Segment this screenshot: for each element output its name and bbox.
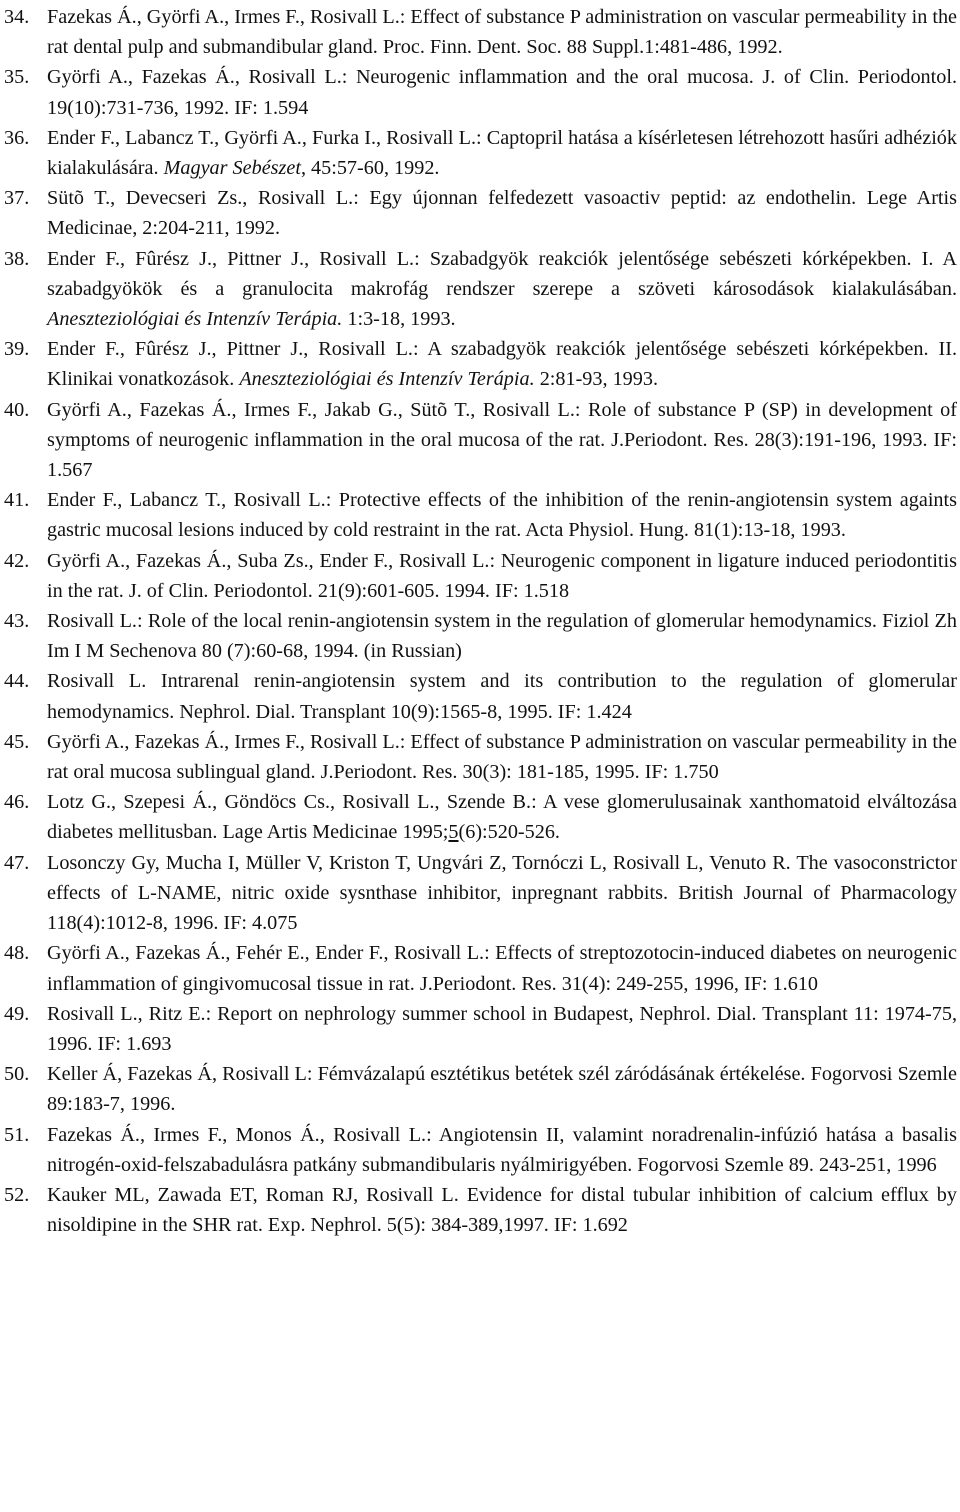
reference-item — [0, 787, 960, 847]
reference-number: 41. — [4, 489, 30, 512]
reference-item — [0, 395, 960, 486]
reference-segment: Györfi A., Fazekas Á., Suba Zs., Ender F., Rosivall L.: Neurogenic component in ligature induced periodontitis in the rat. J. of Clin. Periodontol. 21(9):601-605. 1994. IF: 1.518 — [47, 549, 957, 602]
journal-title: Aneszteziológiai és Intenzív Terápia. — [239, 368, 535, 391]
reference-item — [0, 1059, 960, 1119]
reference-item — [0, 2, 960, 62]
reference-segment: 1:3-18, 1993. — [342, 308, 456, 331]
reference-number: 50. — [4, 1063, 30, 1086]
reference-text — [47, 489, 957, 541]
reference-item — [0, 546, 960, 606]
reference-number: 40. — [4, 398, 30, 421]
reference-text — [47, 942, 957, 994]
reference-number: 48. — [4, 942, 30, 965]
reference-number: 35. — [4, 66, 30, 89]
reference-number: 42. — [4, 549, 30, 572]
reference-segment: 2:81-93, 1993. — [534, 368, 659, 391]
reference-segment: Ender F., Labancz T., Györfi A., Furka I., Rosivall L.: Captopril hatása a kísérletesen létrehozott hasűri adhéziók kialakulására. — [47, 126, 957, 180]
reference-item — [0, 183, 960, 243]
reference-number: 38. — [4, 247, 30, 270]
reference-text — [47, 852, 957, 934]
reference-item — [0, 848, 960, 939]
reference-segment: Györfi A., Fazekas Á., Irmes F., Rosivall L.: Effect of substance P administration on vascular permeability in the rat oral mucosa sublingual gland. J.Periodont. Res. 30(3): 181-185, 1995. IF: 1.750 — [47, 730, 957, 784]
reference-text — [47, 791, 957, 843]
reference-segment: Rosivall L.: Role of the local renin-angiotensin system in the regulation of glomerular hemodynamics. Fiziol Zh Im I M Sechenova 80 (7):60-68, 1994. (in Russian) — [47, 610, 957, 663]
reference-segment: Györfi A., Fazekas Á., Rosivall L.: Neurogenic inflammation and the oral mucosa. J. of Clin. Periodontol. 19(10):731-736, 1992. IF: 1.594 — [47, 66, 957, 119]
reference-text — [47, 399, 957, 481]
reference-number: 45. — [4, 730, 30, 753]
reference-text — [47, 610, 957, 662]
reference-number: 51. — [4, 1123, 30, 1146]
reference-text — [47, 187, 957, 239]
reference-item — [0, 1180, 960, 1240]
reference-segment: Ender F., Fûrész J., Pittner J., Rosivall L.: Szabadgyök reakciók jelentősége sebészeti kórképekben. I. A szabadgyökök és a granulocita makrofág rendszer szerepe a szöveti károsodások kialakulásában. — [47, 247, 957, 300]
reference-text — [47, 1124, 957, 1176]
reference-segment: Losonczy Gy, Mucha I, Müller V, Kriston T, Ungvári Z, Tornóczi L, Rosivall L, Venuto R. The vasoconstrictor effects of L-NAME, nitric oxide sysnthase inhibitor, inpregnant rabbits. British Journal of Pharmacology 118(4):1012-8, 1996. IF: 4.075 — [47, 851, 957, 935]
journal-title: Aneszteziológiai és Intenzív Terápia. — [47, 308, 343, 331]
reference-text — [47, 550, 957, 602]
reference-text — [47, 248, 957, 330]
reference-segment: Kauker ML, Zawada ET, Roman RJ, Rosivall L. Evidence for distal tubular inhibition of calcium efflux by nisoldipine in the SHR rat. Exp. Nephrol. 5(5): 384-389,1997. IF: 1.692 — [47, 1183, 957, 1237]
reference-number: 46. — [4, 791, 30, 814]
journal-title: Magyar Sebészet — [163, 157, 301, 180]
volume-number: 5 — [448, 821, 459, 844]
reference-item — [0, 999, 960, 1059]
reference-number: 36. — [4, 126, 30, 149]
reference-segment: Keller Á, Fazekas Á, Rosivall L: Fémvázalapú esztétikus betétek szél záródásának értékelése. Fogorvosi Szemle 89:183-7, 1996. — [47, 1063, 957, 1116]
reference-text — [47, 66, 957, 118]
reference-text — [47, 670, 957, 722]
reference-number: 43. — [4, 610, 30, 633]
reference-number: 44. — [4, 670, 30, 693]
reference-text — [47, 1003, 957, 1055]
reference-number: 49. — [4, 1002, 30, 1025]
reference-item — [0, 62, 960, 122]
reference-item — [0, 666, 960, 726]
reference-segment: Ender F., Fûrész J., Pittner J., Rosivall L.: A szabadgyök reakciók jelentősége sebészeti kórképekben. II. Klinikai vonatkozások. — [47, 338, 957, 391]
reference-segment: Ender F., Labancz T., Rosivall L.: Protective effects of the inhibition of the renin-angiotensin system againts gastric mucosal lesions induced by cold restraint in the rat. Acta Physiol. Hung. 81(1):13-18, 1993. — [47, 489, 957, 542]
reference-segment: , 45:57-60, 1992. — [300, 157, 440, 180]
reference-segment: Fazekas Á., Györfi A., Irmes F., Rosivall L.: Effect of substance P administration on vascular permeability in the rat dental pulp and submandibular gland. Proc. Finn. Dent. Soc. 88 Suppl.1:481-486, 1992. — [47, 6, 957, 59]
reference-item — [0, 244, 960, 335]
reference-segment: Rosivall L., Ritz E.: Report on nephrology summer school in Budapest, Nephrol. Dial. Transplant 11: 1974-75, 1996. IF: 1.693 — [47, 1002, 957, 1055]
reference-text — [47, 338, 957, 390]
reference-item — [0, 123, 960, 183]
reference-text — [47, 1184, 957, 1236]
reference-item — [0, 606, 960, 666]
reference-segment: Lotz G., Szepesi Á., Göndöcs Cs., Rosivall L., Szende B.: A vese glomerulusainak xanthomatoid elváltozása diabetes mellitusban. Lage Artis Medicinae 1995; — [47, 791, 957, 844]
reference-segment: Györfi A., Fazekas Á., Fehér E., Ender F., Rosivall L.: Effects of streptozotocin-induced diabetes on neurogenic inflammation of gingivomucosal tissue in rat. J.Periodont. Res. 31(4): 249-255, 1996, IF: 1.610 — [47, 942, 957, 995]
reference-number: 47. — [4, 851, 30, 874]
reference-text — [47, 6, 957, 58]
reference-segment: (6):520-526. — [458, 821, 560, 844]
reference-segment: Sütõ T., Devecseri Zs., Rosivall L.: Egy újonnan felfedezett vasoactiv peptid: az endothelin. Lege Artis Medicinae, 2:204-211, 1992. — [47, 187, 957, 240]
reference-segment: Rosivall L. Intrarenal renin-angiotensin system and its contribution to the regulation of glomerular hemodynamics. Nephrol. Dial. Transplant 10(9):1565-8, 1995. IF: 1.424 — [47, 670, 957, 723]
reference-number: 34. — [4, 6, 30, 28]
reference-item — [0, 938, 960, 998]
reference-item — [0, 1120, 960, 1180]
reference-item — [0, 727, 960, 787]
reference-text — [47, 127, 957, 179]
reference-number: 39. — [4, 338, 30, 361]
reference-item — [0, 485, 960, 545]
reference-segment: Fazekas Á., Irmes F., Monos Á., Rosivall L.: Angiotensin II, valamint noradrenalin-infúzió hatása a basalis nitrogén-oxid-felszabadulásra patkány submandibularis nyálmirigyében. Fogorvosi Szemle 89. 243-251, 1996 — [47, 1123, 957, 1176]
reference-item — [0, 334, 960, 394]
reference-text — [47, 1063, 957, 1115]
reference-segment: Györfi A., Fazekas Á., Irmes F., Jakab G., Sütõ T., Rosivall L.: Role of substance P (SP) in development of symptoms of neurogenic inflammation in the oral mucosa of the rat. J.Periodont. Res. 28(3):191-196, 1993. IF: 1.567 — [47, 398, 957, 482]
reference-number: 37. — [4, 187, 30, 210]
reference-text — [47, 731, 957, 783]
reference-number: 52. — [4, 1183, 30, 1206]
